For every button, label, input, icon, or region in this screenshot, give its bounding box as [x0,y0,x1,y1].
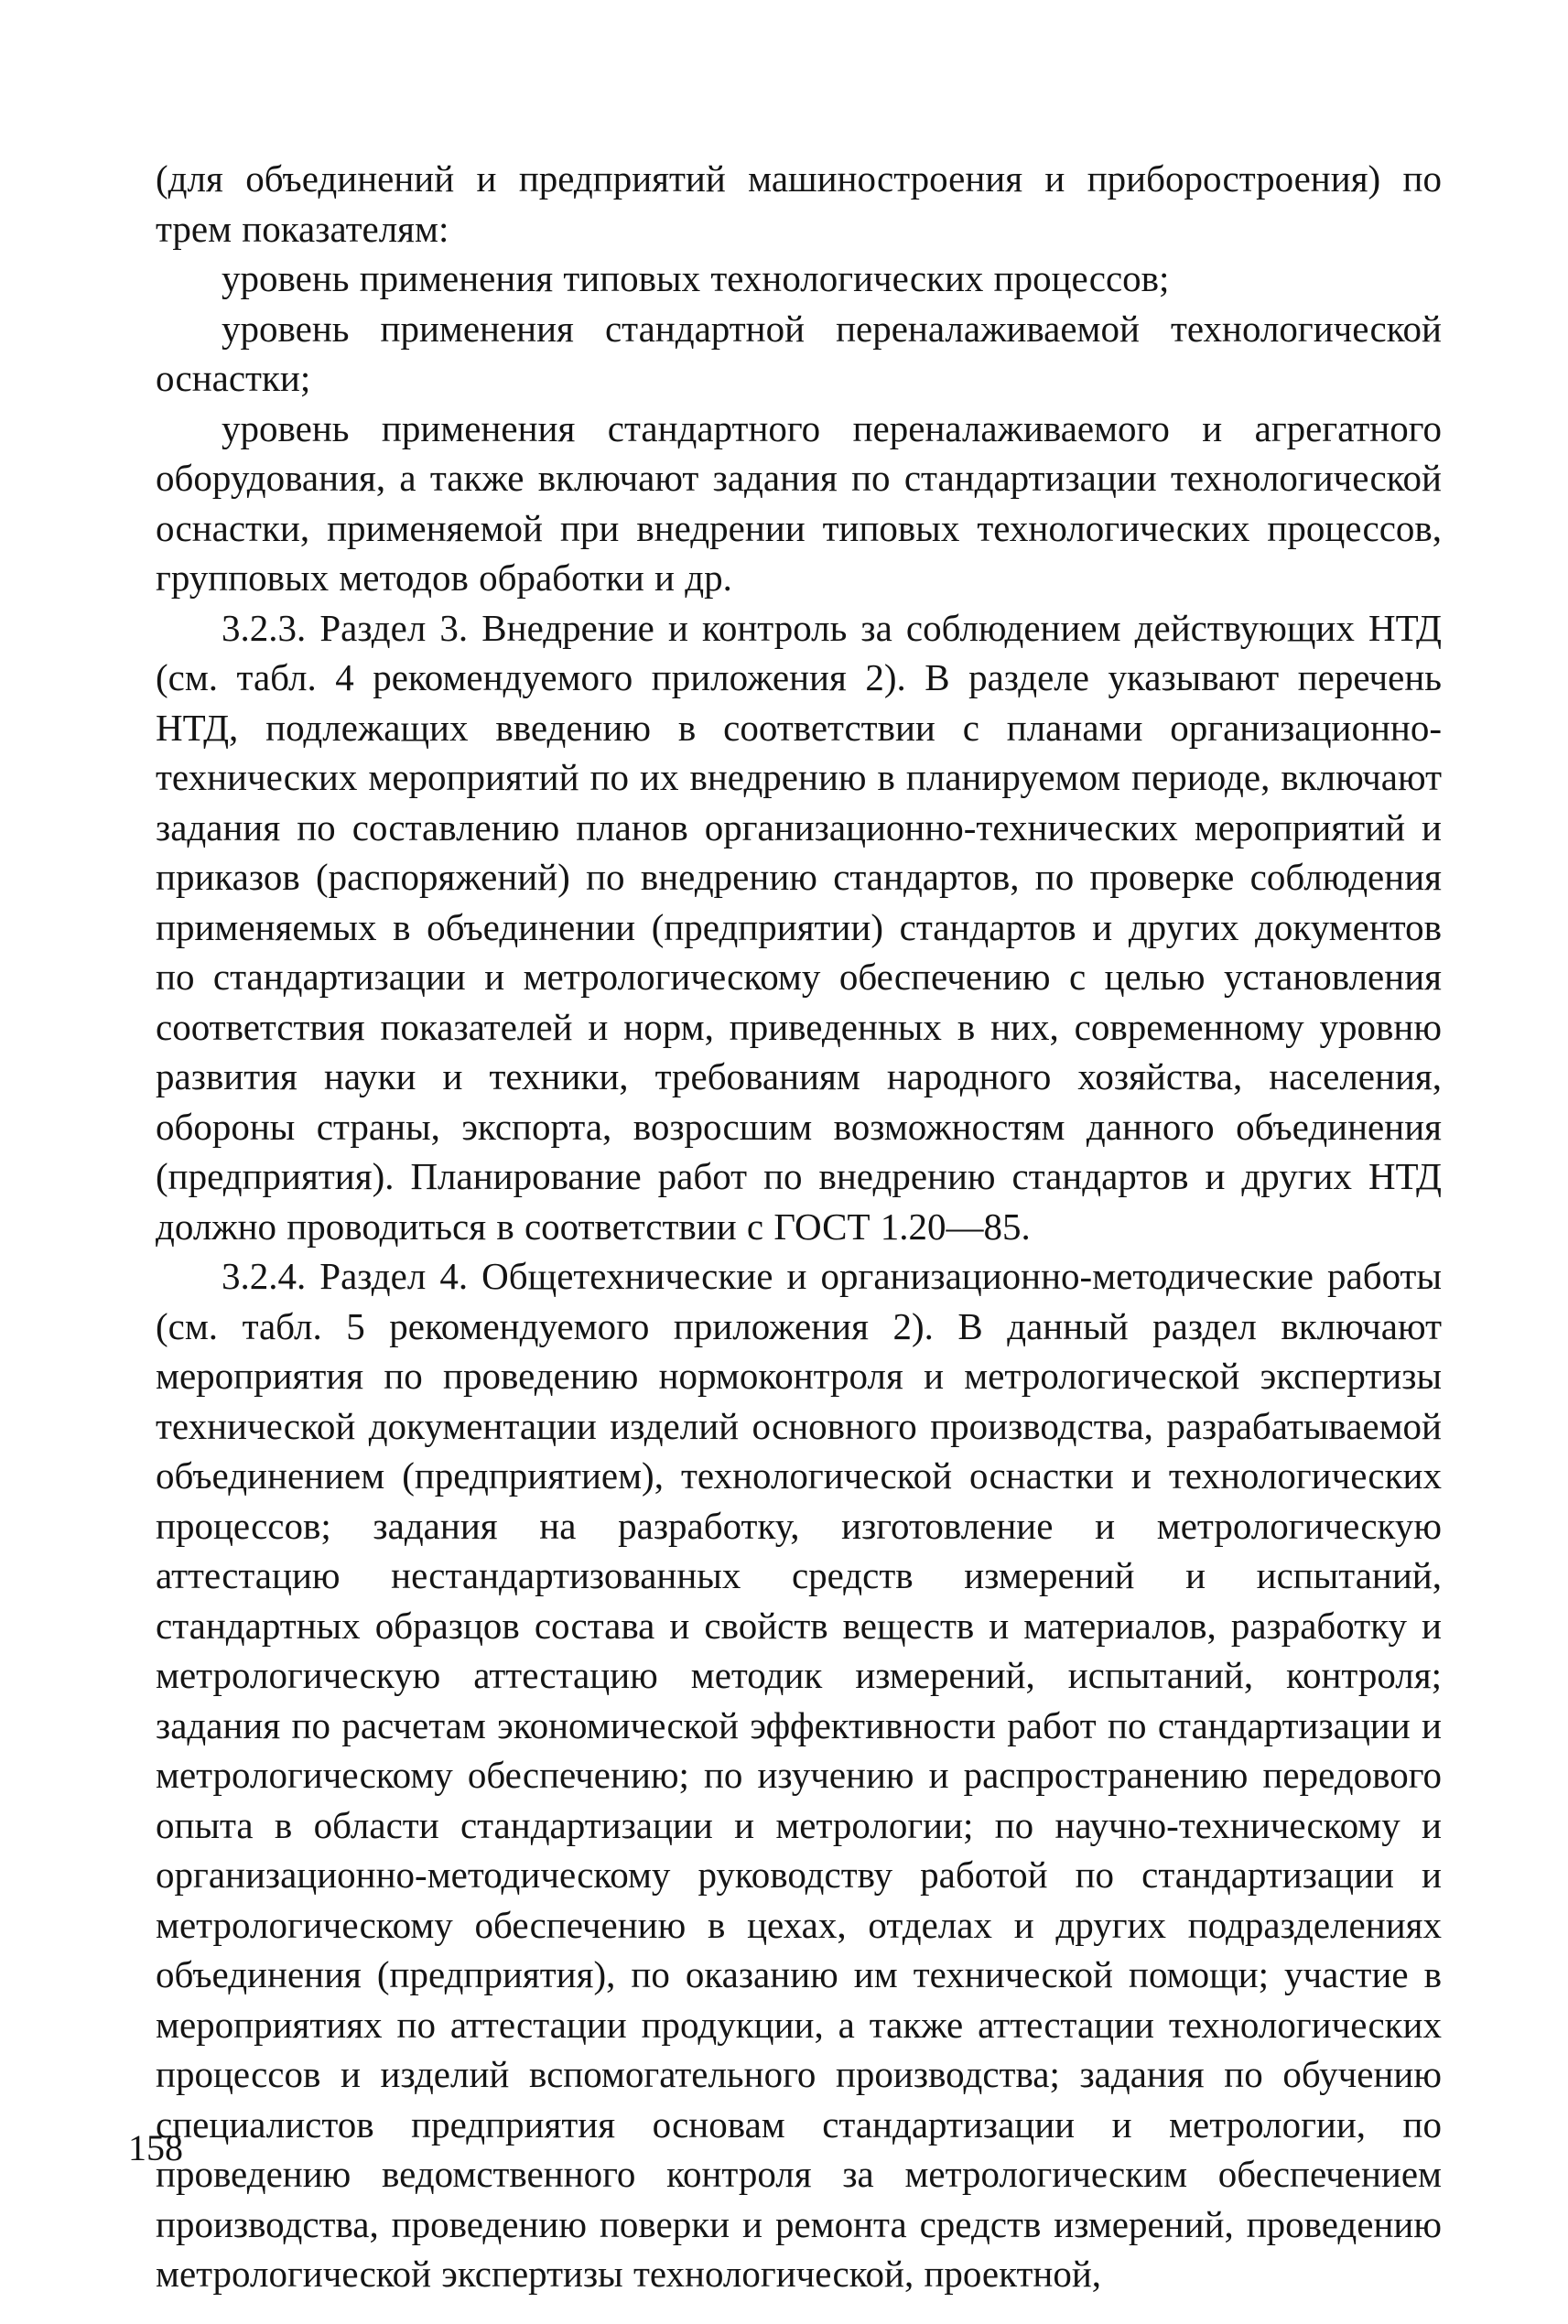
list-item-typical-processes: уровень применения типовых технологических процессов; [222,257,1170,299]
page-number: 158 [128,2127,183,2168]
list-item-standard-tooling: уровень применения стандартной переналаживаемой технологической оснастки; [156,307,1442,399]
section-3-2-3-paragraph: 3.2.3. Раздел 3. Внедрение и контроль за соблюдением действующих НТД (см. табл. 4 рекомендуемого приложения 2). В разделе указывают перечень НТД, подлежащих введению в соответствии с планами организационно-технических мероприятий по их внедрению в планируемом периоде, включают задания по составлению планов организационно-технических мероприятий и приказов (распоряжений) по внедрению стандартов, по проверке соблюдения применяемых в объединении (предприятии) стандартов и других документов по стандартизации и метрологическому обеспечению с целью установления соответствия показателей и норм, приведенных в них, современному уровню развития науки и техники, требованиям народного хозяйства, населения, обороны страны, экспорта, возросшим возможностям данного объединения (предприятия). Планирование работ по внедрению стандартов и других НТД должно проводиться в соответствии с ГОСТ 1.20—85. [156,606,1442,1248]
list-item-standard-equipment: уровень применения стандартного переналаживаемого и агрегатного оборудования, а также включают задания по стандартизации технологической оснастки, применяемой при внедрении типовых технологических процессов, групповых методов обработки и др. [156,406,1442,599]
paragraph-continuation: (для объединений и предприятий машиностроения и приборостроения) по трем показателям: [156,157,1442,250]
page-body [156,154,1442,2299]
section-3-2-4-paragraph: 3.2.4. Раздел 4. Общетехнические и организационно-методические работы (см. табл. 5 рекомендуемого приложения 2). В данный раздел включают мероприятия по проведению нормоконтроля и метрологической экспертизы технической документации изделий основного производства, разрабатываемой объединением (предприятием), технологической оснастки и технологических процессов; задания на разработку, изготовление и метрологическую аттестацию нестандартизованных средств измерений и испытаний, стандартных образцов состава и свойств веществ и материалов, разработку и метрологическую аттестацию методик измерений, испытаний, контроля; задания по расчетам экономической эффективности работ по стандартизации и метрологическому обеспечению; по изучению и распространению передового опыта в области стандартизации и метрологии; по научно-техническому и организационно-методическому руководству работой по стандартизации и метрологическому обеспечению в цехах, отделах и других подразделениях объединения (предприятия), по оказанию им технической помощи; участие в мероприятиях по аттестации продукции, а также аттестации технологических процессов и изделий вспомогательного производства; задания по обучению специалистов предприятия основам стандартизации и метрологии, по проведению ведомственного контроля за метрологическим обеспечением производства, проведению поверки и ремонта средств измерений, проведению метрологической экспертизы технологической, проектной, [156,1255,1442,2295]
